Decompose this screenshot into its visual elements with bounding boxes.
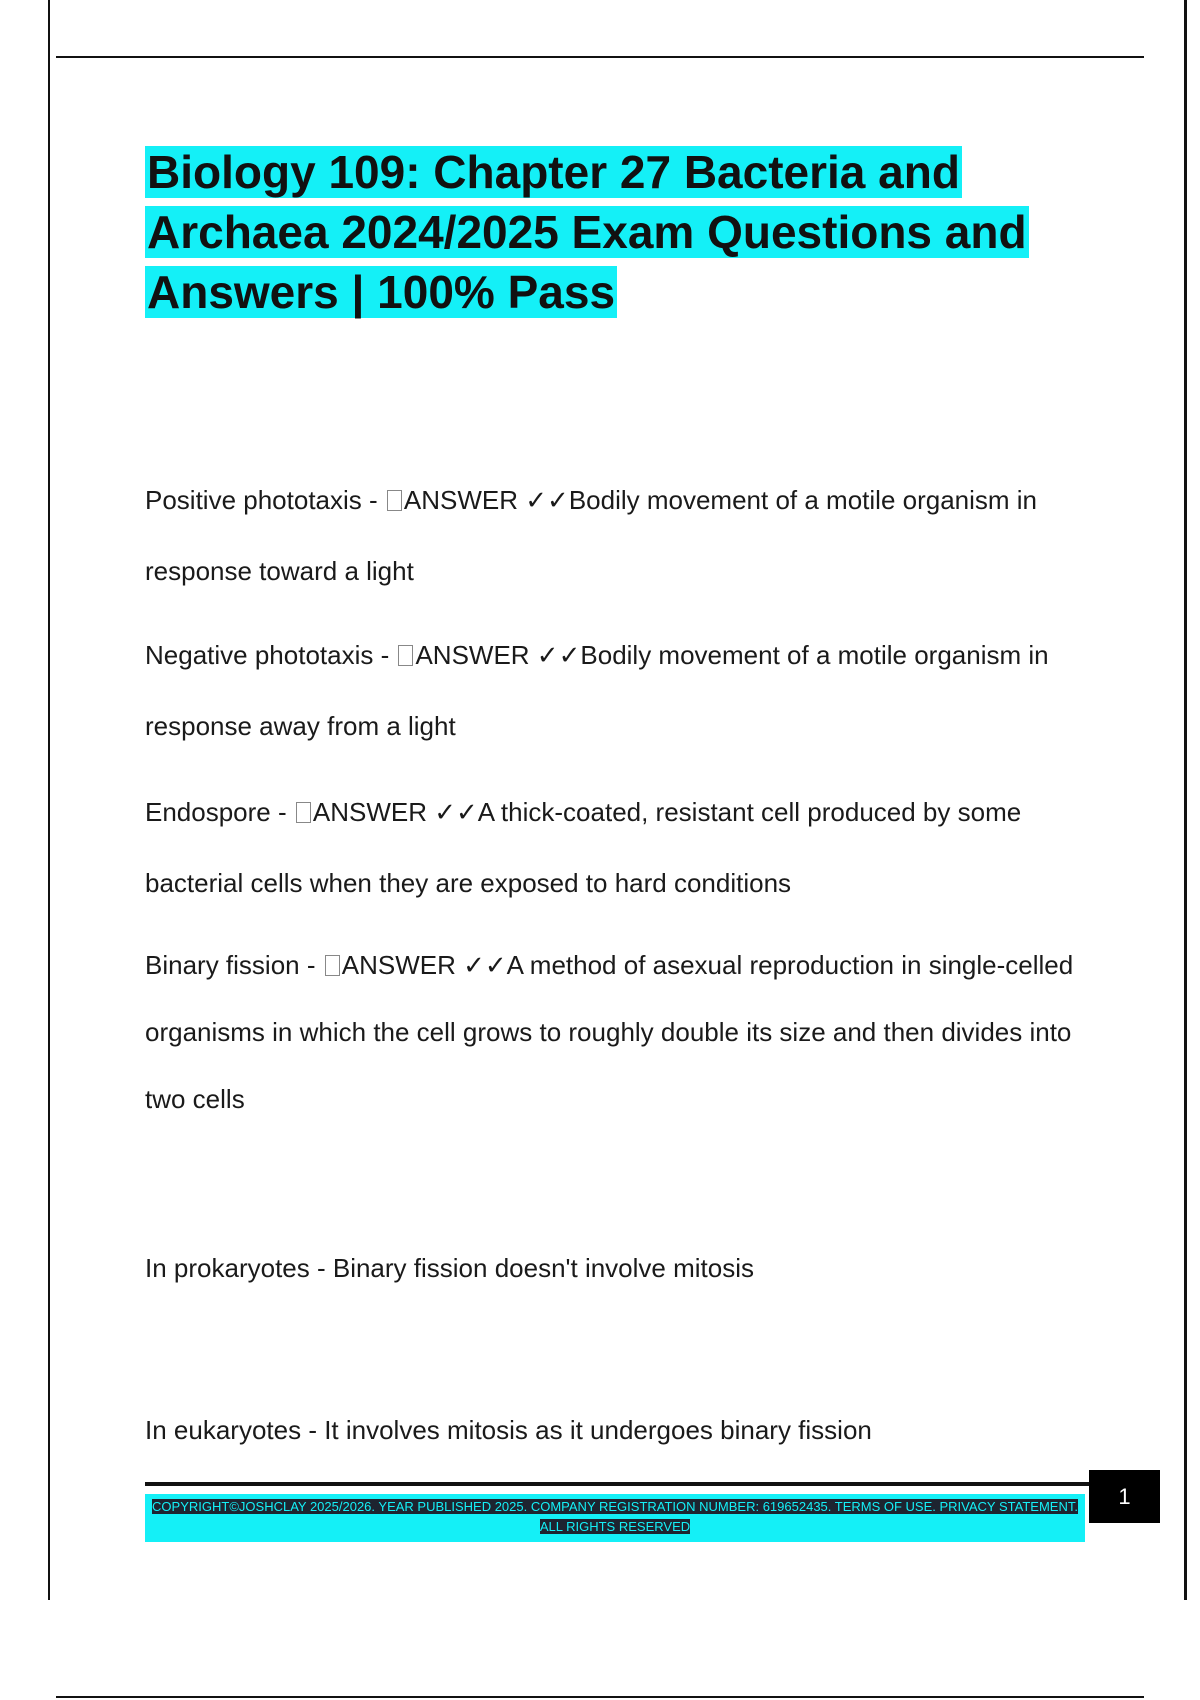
- qa-term: Positive phototaxis -: [145, 485, 385, 515]
- note-item: In prokaryotes - Binary fission doesn't involve mitosis: [145, 1253, 754, 1283]
- footer-copyright: COPYRIGHT©JOSHCLAY 2025/2026. YEAR PUBLISHED 2025. COMPANY REGISTRATION NUMBER: 619652435. TERMS OF USE. PRIVACY STATEMENT. ALL RIGHTS RESERVED: [152, 1499, 1078, 1534]
- qa-definition: Bodily movement of a motile organism in response away from a light: [145, 640, 1049, 741]
- footer-copyright-band: [145, 1494, 1085, 1542]
- note-item: In eukaryotes - It involves mitosis as it undergoes binary fission: [145, 1415, 872, 1445]
- header-rule: [56, 56, 1144, 58]
- page-title: [145, 142, 1085, 322]
- page-border-left: [48, 0, 50, 1600]
- qa-answer-marker: ANSWER ✓✓: [415, 640, 581, 670]
- qa-answer-marker: ANSWER ✓✓: [403, 485, 569, 515]
- missing-glyph-icon: [325, 955, 340, 976]
- qa-answer-marker: ANSWER ✓✓: [341, 950, 507, 980]
- qa-item: [145, 620, 1095, 762]
- page-border-right: [1184, 0, 1187, 1600]
- qa-answer-marker: ANSWER ✓✓: [312, 797, 478, 827]
- footer-rule: [145, 1482, 1090, 1486]
- qa-definition: A thick-coated, resistant cell produced by some bacterial cells when they are exposed to hard conditions: [145, 797, 1022, 898]
- title-text: Biology 109: Chapter 27 Bacteria and Archaea 2024/2025 Exam Questions and Answers | 100% Pass: [147, 146, 1027, 318]
- bottom-rule: [56, 1696, 1144, 1698]
- missing-glyph-icon: [296, 802, 311, 823]
- page-number: 1: [1089, 1470, 1160, 1523]
- qa-item: [145, 465, 1095, 607]
- qa-term: Binary fission -: [145, 950, 323, 980]
- missing-glyph-icon: [387, 490, 402, 511]
- qa-item: [145, 777, 1095, 919]
- missing-glyph-icon: [398, 645, 413, 666]
- qa-item: [145, 932, 1095, 1133]
- qa-term: Negative phototaxis -: [145, 640, 397, 670]
- qa-definition: A method of asexual reproduction in single-celled organisms in which the cell grows to roughly double its size and then divides into two cells: [145, 950, 1074, 1114]
- qa-definition: Bodily movement of a motile organism in response toward a light: [145, 485, 1038, 586]
- qa-term: Endospore -: [145, 797, 294, 827]
